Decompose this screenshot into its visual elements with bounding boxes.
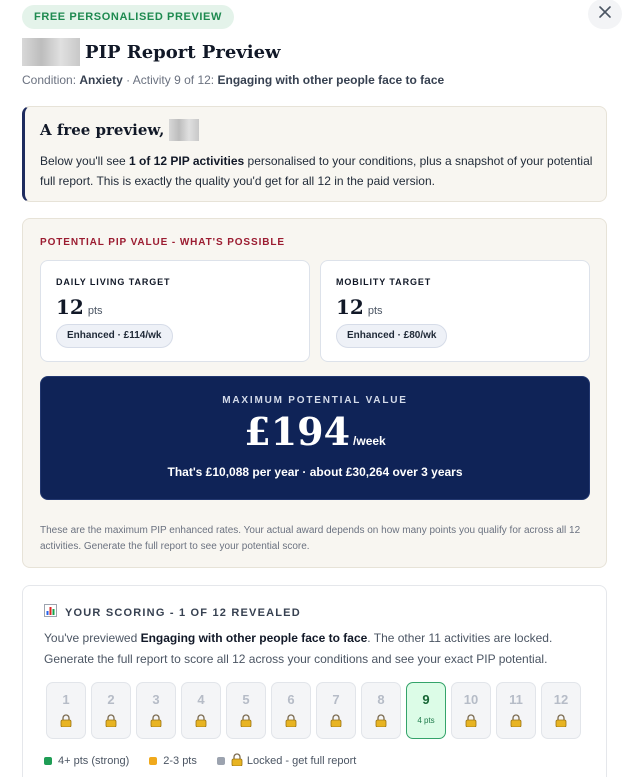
mobility-label: MOBILITY TARGET xyxy=(336,277,432,287)
page-subtitle xyxy=(22,73,444,87)
activity-tile-number: 4 xyxy=(197,692,205,707)
activity-tile-number: 9 xyxy=(422,692,430,707)
activity-tile-number: 8 xyxy=(377,692,385,707)
activity-tile-6[interactable] xyxy=(271,682,311,739)
lock-icon xyxy=(195,714,207,732)
legend-swatch xyxy=(44,757,52,765)
intro-text-end: personalised to your conditions, plus a snapshot of your potential full report. This is exactly the quality you'd get for all 12 in the paid version. xyxy=(40,154,593,188)
lock-icon xyxy=(150,714,162,732)
legend-label: 4+ pts (strong) xyxy=(58,755,130,767)
lock-icon xyxy=(105,714,117,732)
bar-chart-icon xyxy=(44,604,57,622)
page-title: PIP Report Preview xyxy=(85,41,281,63)
daily-living-label: DAILY LIVING TARGET xyxy=(56,277,171,287)
scoring-card xyxy=(22,585,607,777)
scoring-text-start: You've previewed xyxy=(44,631,141,645)
close-icon xyxy=(597,4,613,25)
activity-label: · Activity 9 of 12: xyxy=(126,73,215,87)
activity-tile-points: 4 pts xyxy=(417,716,435,725)
activity-tile-4[interactable] xyxy=(181,682,221,739)
value-disclaimer: These are the maximum PIP enhanced rates. Your actual award depends on how many points you qualify for across all 12 activities. Generate the full report to see your potential score. xyxy=(40,525,581,552)
lock-icon xyxy=(555,714,567,732)
maximum-value-label: MAXIMUM POTENTIAL VALUE xyxy=(222,395,408,406)
activity-tile-7[interactable] xyxy=(316,682,356,739)
activity-tile-number: 3 xyxy=(152,692,160,707)
lock-icon xyxy=(510,714,522,732)
mobility-rate-pill: Enhanced · £80/wk xyxy=(336,324,447,348)
mobility-unit: pts xyxy=(367,305,383,317)
daily-living-rate-pill: Enhanced · £114/wk xyxy=(56,324,173,348)
intro-text-highlight: 1 of 12 PIP activities xyxy=(129,154,245,168)
activity-tile-number: 1 xyxy=(62,692,70,707)
legend-swatch xyxy=(149,757,157,765)
condition-label: Condition: xyxy=(22,73,77,87)
close-button[interactable] xyxy=(588,0,622,29)
activity-tile-8[interactable] xyxy=(361,682,401,739)
potential-value-heading: POTENTIAL PIP VALUE - WHAT'S POSSIBLE xyxy=(40,237,285,248)
mobility-target-card xyxy=(320,260,590,362)
scoring-text-end: . The other 11 activities are locked. Generate the full report to score all 12 across your conditions and see your exact PIP potential. xyxy=(44,631,553,666)
intro-card xyxy=(22,106,607,202)
activity-value: Engaging with other people face to face xyxy=(217,73,445,87)
maximum-value-panel xyxy=(40,376,590,500)
daily-living-unit: pts xyxy=(87,305,103,317)
activity-tile-number: 12 xyxy=(553,692,569,707)
scoring-heading: YOUR SCORING - 1 OF 12 REVEALED xyxy=(65,607,301,619)
lock-icon xyxy=(465,714,477,732)
legend-item xyxy=(44,755,129,767)
activity-tile-2[interactable] xyxy=(91,682,131,739)
lock-icon xyxy=(330,714,342,732)
activity-tile-10[interactable] xyxy=(451,682,491,739)
intro-text-start: Below you'll see xyxy=(40,154,130,168)
mobility-points: 12 xyxy=(336,295,364,319)
legend-label: Locked - get full report xyxy=(246,755,357,767)
legend-label: 2-3 pts xyxy=(163,755,197,767)
activity-tile-9[interactable] xyxy=(406,682,446,739)
daily-living-points: 12 xyxy=(56,295,84,319)
activity-tile-1[interactable] xyxy=(46,682,86,739)
activity-tile-number: 11 xyxy=(509,692,523,707)
maximum-value-summary: That's £10,088 per year · about £30,264 over 3 years xyxy=(167,465,463,479)
redacted-name xyxy=(22,38,80,66)
intro-text xyxy=(40,151,595,191)
potential-value-card xyxy=(22,218,607,568)
maximum-weekly-amount: £194 xyxy=(244,409,351,454)
scoring-legend xyxy=(44,753,376,769)
lock-icon xyxy=(285,714,297,732)
page-title-row xyxy=(22,38,281,66)
activity-tile-3[interactable] xyxy=(136,682,176,739)
activity-tile-number: 7 xyxy=(332,692,340,707)
intro-title: A free preview, xyxy=(40,121,165,139)
legend-item xyxy=(149,755,197,767)
scoring-text xyxy=(44,628,594,670)
activity-tiles xyxy=(46,682,586,739)
activity-tile-5[interactable] xyxy=(226,682,266,739)
maximum-amount-unit: /week xyxy=(353,434,386,448)
activity-tile-11[interactable] xyxy=(496,682,536,739)
activity-tile-number: 10 xyxy=(463,692,479,707)
lock-icon xyxy=(375,714,387,732)
redacted-first-name xyxy=(169,119,199,141)
activity-tile-number: 5 xyxy=(242,692,250,707)
activity-tile-12[interactable] xyxy=(541,682,581,739)
scoring-text-activity: Engaging with other people face to face xyxy=(140,631,368,645)
lock-icon xyxy=(240,714,252,732)
lock-icon xyxy=(231,753,243,769)
activity-tile-number: 2 xyxy=(107,692,115,707)
legend-item xyxy=(217,753,356,769)
activity-tile-number: 6 xyxy=(287,692,295,707)
lock-icon xyxy=(60,714,72,732)
legend-swatch xyxy=(217,757,225,765)
daily-living-target-card xyxy=(40,260,310,362)
free-preview-badge: FREE PERSONALISED PREVIEW xyxy=(22,5,234,29)
condition-value: Anxiety xyxy=(79,73,123,87)
